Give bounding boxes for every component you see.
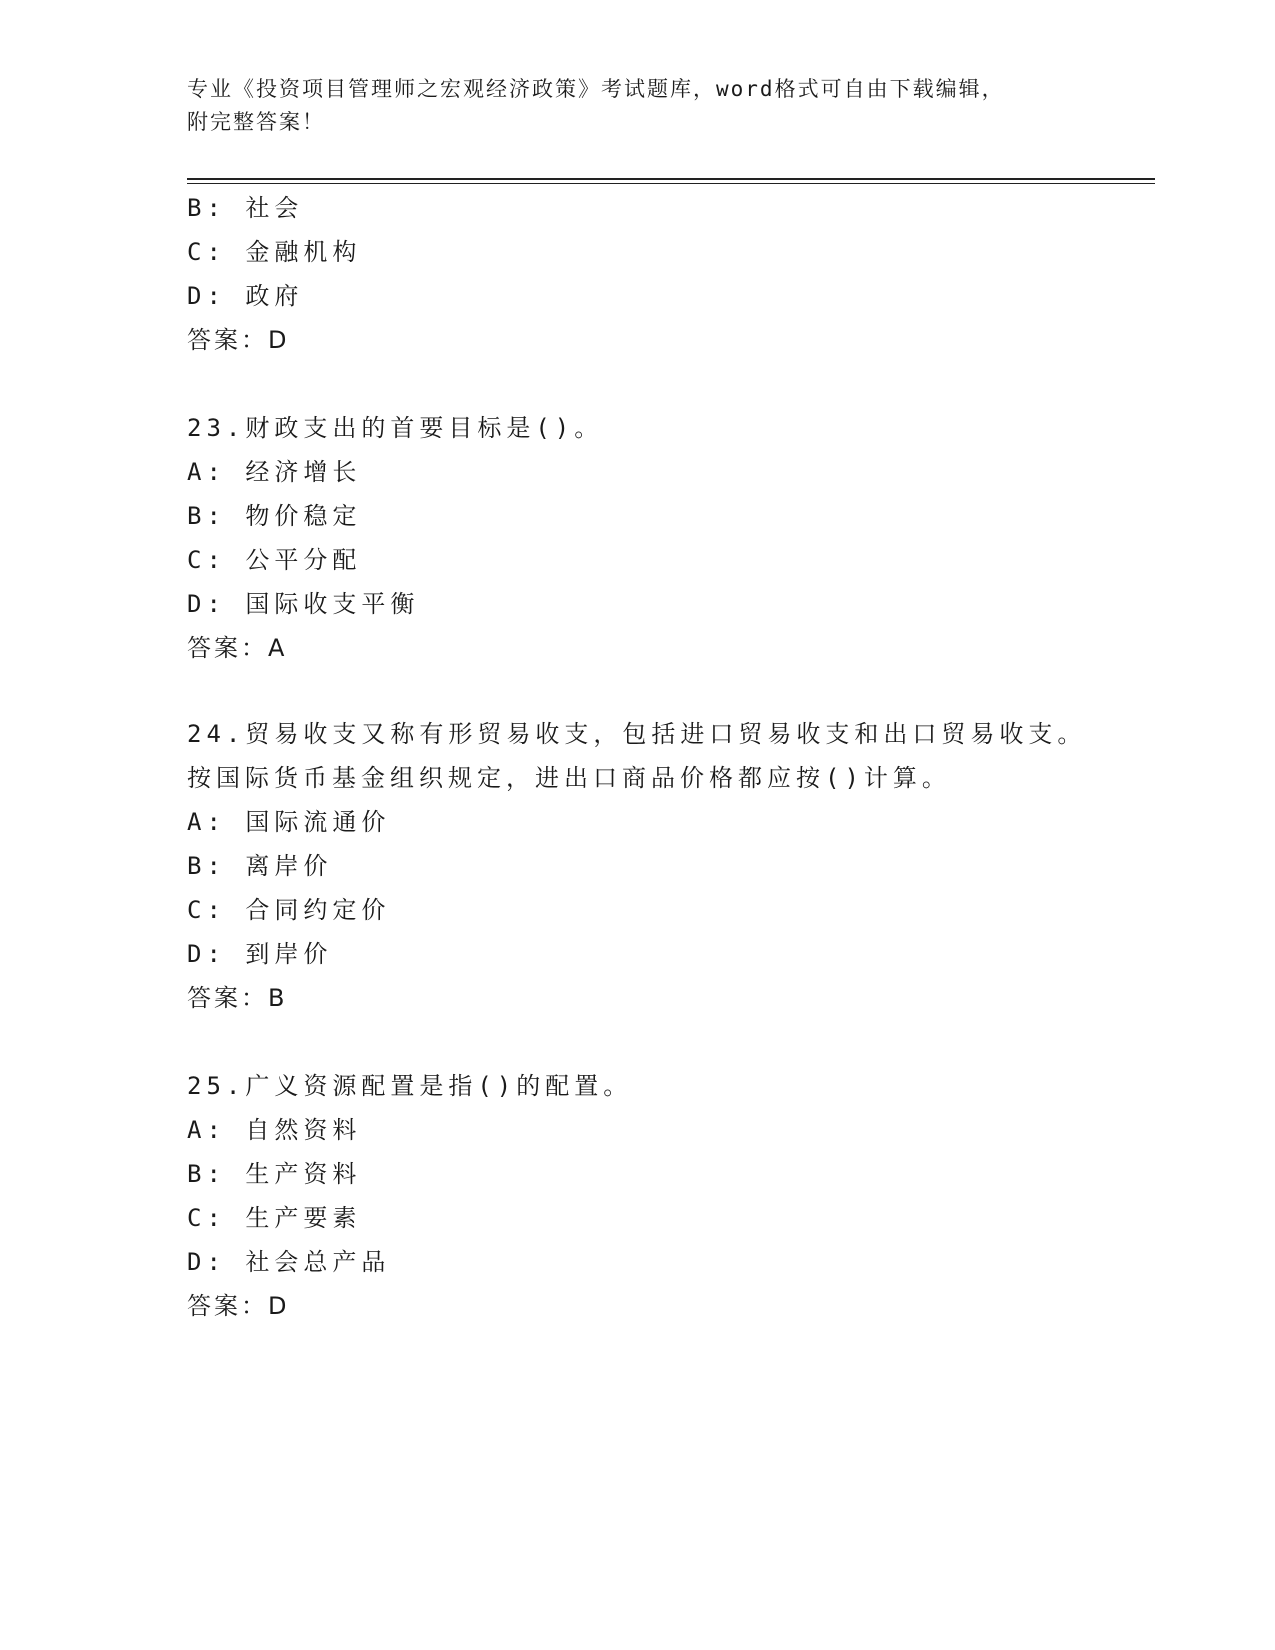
header-line-1: 专业《投资项目管理师之宏观经济政策》考试题库，word格式可自由下载编辑， bbox=[187, 77, 1005, 101]
prev-option-d: D: 政府 bbox=[187, 282, 304, 310]
q25-option-c: C: 生产要素 bbox=[187, 1204, 362, 1232]
q23-stem: 23.财政支出的首要目标是()。 bbox=[187, 414, 604, 442]
q23-option-d: D: 国际收支平衡 bbox=[187, 590, 420, 618]
header-divider-thin bbox=[187, 183, 1155, 184]
q25-stem: 25.广义资源配置是指()的配置。 bbox=[187, 1072, 633, 1100]
document-header bbox=[187, 73, 1087, 139]
q25-answer: 答案：D bbox=[187, 1292, 290, 1320]
q23-option-a: A: 经济增长 bbox=[187, 458, 362, 486]
q24-stem-line-1: 24.贸易收支又称有形贸易收支，包括进口贸易收支和出口贸易收支。 bbox=[187, 720, 1087, 748]
q25-option-b: B: 生产资料 bbox=[187, 1160, 362, 1188]
q23-answer: 答案：A bbox=[187, 634, 288, 662]
prev-option-c: C: 金融机构 bbox=[187, 238, 362, 266]
q24-option-d: D: 到岸价 bbox=[187, 940, 333, 968]
q25-option-d: D: 社会总产品 bbox=[187, 1248, 391, 1276]
q23-option-b: B: 物价稳定 bbox=[187, 502, 362, 530]
prev-option-b: B: 社会 bbox=[187, 194, 304, 222]
q23-option-c: C: 公平分配 bbox=[187, 546, 362, 574]
q24-option-b: B: 离岸价 bbox=[187, 852, 333, 880]
prev-answer: 答案：D bbox=[187, 326, 290, 354]
q24-answer: 答案：B bbox=[187, 984, 288, 1012]
header-line-2: 附完整答案！ bbox=[187, 110, 325, 134]
q25-option-a: A: 自然资料 bbox=[187, 1116, 362, 1144]
q24-option-a: A: 国际流通价 bbox=[187, 808, 391, 836]
q24-option-c: C: 合同约定价 bbox=[187, 896, 391, 924]
header-divider-thick bbox=[187, 178, 1155, 180]
q24-stem-line-2: 按国际货币基金组织规定，进出口商品价格都应按()计算。 bbox=[187, 764, 951, 792]
